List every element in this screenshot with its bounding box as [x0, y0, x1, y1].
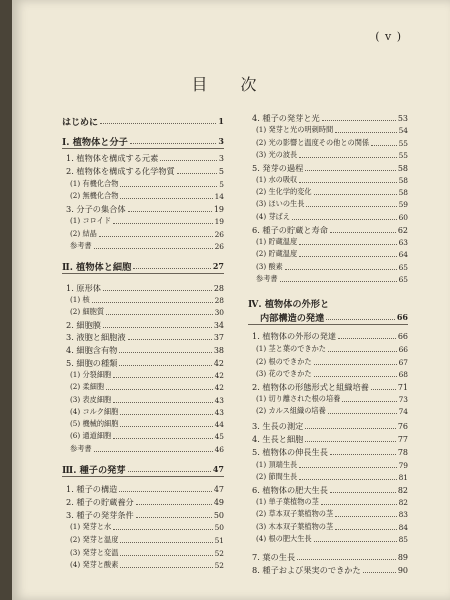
toc-page-number: 47 — [213, 484, 224, 494]
toc-page-number: 52 — [214, 560, 224, 570]
toc-entry-label: 2. 細胞膜 — [66, 319, 101, 330]
toc-entry-label: (1) 分裂細胞 — [70, 370, 112, 379]
toc-entry — [248, 459, 408, 471]
toc-entry — [62, 203, 224, 215]
dot-leader — [330, 492, 396, 493]
toc-entry — [62, 178, 224, 190]
toc-entry-label: はじめに — [62, 117, 99, 127]
toc-entry-label: 4. 種子の発芽と光 — [252, 112, 320, 123]
toc-entry — [248, 186, 408, 198]
toc-page-number: 3 — [218, 153, 224, 163]
toc-page-number: 28 — [213, 283, 224, 293]
toc-entry-label: 8. 種子および果実のできかた — [252, 564, 361, 575]
page-title: 目 次 — [191, 75, 271, 94]
toc-entry — [62, 331, 224, 343]
dot-leader — [297, 559, 396, 560]
toc-entry-label: (1) 水の吸収 — [256, 175, 298, 184]
dot-leader — [371, 389, 396, 390]
toc-entry-label: Ⅰ. 植物体と分子 — [62, 137, 128, 147]
toc-entry-label: (3) ほいの生長 — [256, 199, 305, 208]
dot-leader — [113, 438, 212, 439]
dot-leader — [160, 160, 217, 161]
toc-entry — [248, 381, 408, 393]
dot-leader — [113, 402, 212, 403]
toc-entry-label: Ⅱ. 植物体と細胞 — [62, 262, 132, 272]
toc-entry — [62, 319, 224, 331]
dot-leader — [119, 352, 211, 353]
dot-leader — [292, 219, 397, 220]
toc-page-number: 74 — [398, 406, 408, 416]
toc-page-number: 65 — [398, 262, 408, 272]
toc-page-number: 65 — [398, 274, 408, 284]
toc-entry — [62, 521, 224, 533]
toc-chapter — [248, 297, 408, 309]
dot-leader — [342, 401, 396, 402]
toc-page-number: 89 — [397, 552, 408, 562]
dot-leader — [119, 491, 211, 492]
dot-leader — [371, 145, 397, 146]
dot-leader — [113, 529, 212, 530]
chapter-underline — [62, 273, 224, 274]
toc-page-number: 49 — [213, 497, 224, 507]
toc-entry-label: 2. 植物体の形態形式と組織培養 — [252, 381, 369, 392]
dot-leader — [120, 542, 212, 543]
dot-leader — [133, 268, 211, 269]
toc-entry-label: (3) 花のできかた — [256, 369, 312, 378]
toc-page-number: 82 — [398, 497, 408, 507]
dot-leader — [103, 327, 212, 328]
dot-leader — [299, 244, 396, 245]
toc-entry — [62, 430, 224, 442]
toc-chapter — [62, 135, 224, 147]
toc-entry-label: 5. 発芽の過程 — [252, 162, 304, 173]
toc-page-number: 37 — [213, 332, 224, 342]
toc-page-number: 45 — [214, 431, 224, 441]
toc-entry — [248, 433, 408, 445]
dot-leader — [314, 541, 397, 542]
toc-entry-label: (2) 光の影響と温度その他との関係 — [256, 138, 370, 147]
toc-entry-label: 1. 植物体の外形の発達 — [252, 330, 337, 341]
toc-entry-label: Ⅳ. 植物体の外形と — [248, 299, 330, 309]
toc-entry — [248, 330, 408, 342]
dot-leader — [321, 504, 397, 505]
toc-entry — [62, 509, 224, 521]
toc-page-number: 52 — [214, 548, 224, 558]
toc-page-number: 14 — [214, 191, 224, 201]
dot-leader — [299, 256, 396, 257]
dot-leader — [328, 413, 397, 414]
dot-leader — [136, 517, 212, 518]
toc-entry — [248, 273, 408, 285]
toc-entry — [248, 211, 408, 223]
toc-entry-label: (2) 細胞質 — [70, 307, 105, 316]
toc-entry-label: Ⅲ. 種子の発芽 — [62, 465, 126, 475]
toc-entry — [62, 228, 224, 240]
toc-page-number: 55 — [398, 138, 408, 148]
toc-entry — [62, 215, 224, 227]
toc-entry-label: (1) 頂端生長 — [256, 460, 298, 469]
toc-page-number: 27 — [212, 261, 224, 271]
toc-entry-label: (1) 核 — [70, 295, 90, 304]
toc-page-number: 66 — [396, 312, 408, 322]
toc-page-number: 66 — [397, 331, 408, 341]
dot-leader — [106, 314, 213, 315]
toc-entry-label: (2) 根のできかた — [256, 357, 312, 366]
toc-page-number: 51 — [214, 535, 224, 545]
dot-leader — [299, 182, 396, 183]
toc-entry-label: (3) 木本双子葉植物の茎 — [256, 522, 334, 531]
toc-entry-label: (4) 芽ばえ — [256, 212, 291, 221]
toc-entry — [62, 483, 224, 495]
toc-page-number: 68 — [398, 369, 408, 379]
toc-entry-label: (1) 茎と葉のできかた — [256, 344, 326, 353]
toc-page-number: 76 — [397, 421, 408, 431]
toc-entry — [248, 162, 408, 174]
dot-leader — [128, 211, 212, 212]
dot-leader — [328, 351, 397, 352]
toc-entry-label: (3) 光の波長 — [256, 150, 298, 159]
toc-page-number: 47 — [212, 464, 224, 474]
dot-leader — [330, 232, 396, 233]
toc-chapter — [62, 463, 224, 475]
dot-leader — [113, 223, 213, 224]
toc-entry-label: (1) 発芽と水 — [70, 522, 112, 531]
toc-page-number: 62 — [397, 225, 408, 235]
toc-entry — [248, 224, 408, 236]
toc-page-number: 42 — [213, 358, 224, 368]
toc-entry — [62, 115, 224, 127]
toc-entry — [248, 261, 408, 273]
toc-page-number: 67 — [398, 357, 408, 367]
toc-entry — [248, 137, 408, 149]
dot-leader — [285, 269, 397, 270]
dot-leader — [335, 516, 396, 517]
toc-page-number: 58 — [398, 187, 408, 197]
toc-page-number: 79 — [398, 460, 408, 470]
dot-leader — [120, 414, 212, 415]
toc-entry — [248, 533, 408, 545]
dot-leader — [299, 157, 396, 158]
toc-entry — [62, 418, 224, 430]
toc-page-number: 50 — [213, 510, 224, 520]
dot-leader — [338, 338, 396, 339]
toc-entry — [248, 471, 408, 483]
dot-leader — [177, 173, 217, 174]
dot-leader — [120, 186, 217, 187]
dot-leader — [113, 377, 212, 378]
toc-entry — [248, 551, 408, 563]
dot-leader — [130, 143, 217, 144]
toc-entry — [62, 547, 224, 559]
toc-entry — [62, 534, 224, 546]
toc-entry — [248, 420, 408, 432]
toc-page-number: 19 — [214, 216, 224, 226]
toc-entry-label: 6. 種子の貯蔵と寿命 — [252, 224, 328, 235]
toc-entry-label: (2) 結晶 — [70, 229, 97, 238]
toc-page-number: 84 — [398, 522, 408, 532]
toc-page-number: 59 — [398, 199, 408, 209]
toc-page-number: 34 — [213, 320, 224, 330]
toc-entry-label: (4) 根の肥大生長 — [256, 534, 312, 543]
toc-page-number: 73 — [398, 394, 408, 404]
toc-page-number: 63 — [398, 237, 408, 247]
toc-entry-label: 3. 液胞と細胞液 — [66, 331, 126, 342]
dot-leader — [94, 248, 213, 249]
toc-entry-label: (6) 通道細胞 — [70, 431, 112, 440]
dot-leader — [120, 426, 212, 427]
toc-entry-label: 2. 種子の貯蔵養分 — [66, 496, 134, 507]
toc-page-number: 90 — [397, 565, 408, 575]
toc-chapter — [62, 260, 224, 272]
toc-page-number: 5 — [218, 166, 224, 176]
toc-entry-label: (4) 発芽と酸素 — [70, 560, 119, 569]
dot-leader — [94, 451, 213, 452]
toc-entry-label: 5. 細胞の種類 — [66, 357, 118, 368]
toc-page-number: 42 — [214, 382, 224, 392]
toc-page-number: 54 — [398, 125, 408, 135]
toc-entry — [248, 236, 408, 248]
dot-leader — [314, 376, 397, 377]
chapter-underline — [62, 476, 224, 477]
dot-leader — [128, 471, 211, 472]
toc-entry — [248, 484, 408, 496]
toc-page-number: 30 — [214, 307, 224, 317]
toc-entry — [248, 393, 408, 405]
toc-entry — [62, 381, 224, 393]
dot-leader — [120, 198, 212, 199]
toc-page-number: 58 — [397, 163, 408, 173]
toc-page-number: 83 — [398, 509, 408, 519]
toc-entry-label: (2) 貯蔵温度 — [256, 249, 298, 258]
toc-page-number: 3 — [218, 136, 224, 146]
toc-page-number: 43 — [214, 395, 224, 405]
toc-entry-label: (1) 発芽と光の明刺時間 — [256, 125, 334, 134]
toc-entry-label: (1) 貯蔵温度 — [256, 237, 298, 246]
toc-entry — [62, 190, 224, 202]
chapter-underline — [248, 324, 408, 325]
dot-leader — [305, 428, 395, 429]
toc-entry-label: 参考書 — [256, 274, 278, 283]
toc-entry — [62, 165, 224, 177]
toc-entry — [248, 174, 408, 186]
toc-page-number: 78 — [397, 447, 408, 457]
toc-entry — [62, 394, 224, 406]
dot-leader — [100, 123, 216, 124]
toc-entry-label: (2) 発芽と温度 — [70, 535, 119, 544]
toc-page-number: 42 — [214, 370, 224, 380]
dot-leader — [326, 319, 395, 320]
toc-entry — [248, 521, 408, 533]
toc-page-number: 26 — [214, 229, 224, 239]
toc-page-number: 58 — [398, 175, 408, 185]
toc-entry-label: (3) 酸素 — [256, 262, 283, 271]
dot-leader — [128, 339, 212, 340]
dot-leader — [120, 555, 212, 556]
toc-page-number: 71 — [397, 382, 408, 392]
toc-entry — [62, 294, 224, 306]
toc-page-number: 53 — [397, 113, 408, 123]
dot-leader — [99, 236, 213, 237]
toc-entry-label: (3) 発芽と変温 — [70, 548, 119, 557]
dot-leader — [335, 529, 396, 530]
toc-entry-label: 3. 種子の発芽条件 — [66, 509, 134, 520]
book-page — [12, 0, 450, 600]
toc-page-number: 50 — [214, 522, 224, 532]
toc-entry — [248, 405, 408, 417]
toc-entry-label: 4. 細胞含有物 — [66, 344, 118, 355]
toc-page-number: 55 — [398, 150, 408, 160]
toc-entry-label: 内部構造の発達 — [260, 313, 325, 323]
toc-entry-label: 5. 植物体の伸長生長 — [252, 446, 328, 457]
dot-leader — [280, 281, 397, 282]
toc-entry-label: (2) 節間生長 — [256, 472, 298, 481]
toc-page-number: 38 — [213, 345, 224, 355]
dot-leader — [106, 389, 213, 390]
toc-entry — [62, 559, 224, 571]
toc-page-number: 64 — [398, 249, 408, 259]
toc-page-number: 85 — [398, 534, 408, 544]
toc-entry — [248, 112, 408, 124]
dot-leader — [136, 504, 212, 505]
toc-entry — [62, 357, 224, 369]
toc-entry-label: 1. 植物体を構成する元素 — [66, 152, 159, 163]
toc-entry — [62, 443, 224, 455]
toc-entry — [248, 198, 408, 210]
toc-entry — [248, 124, 408, 136]
toc-entry-label: (3) 表皮細胞 — [70, 395, 112, 404]
toc-entry-label: (5) 機械的細胞 — [70, 419, 119, 428]
toc-entry — [62, 496, 224, 508]
toc-entry — [62, 152, 224, 164]
dot-leader — [92, 302, 213, 303]
toc-entry-label: (2) 草本双子葉植物の茎 — [256, 509, 334, 518]
toc-page-number: 81 — [398, 472, 408, 482]
toc-page-number: 60 — [398, 212, 408, 222]
dot-leader — [120, 567, 212, 568]
toc-entry-label: 3. 生長の測定 — [252, 420, 304, 431]
toc-entry — [248, 149, 408, 161]
toc-entry — [248, 446, 408, 458]
toc-entry-label: 3. 分子の集合体 — [66, 203, 126, 214]
toc-entry-label: 1. 原形体 — [66, 282, 101, 293]
toc-entry-label: (2) 無機化合物 — [70, 191, 119, 200]
toc-page-number: 66 — [398, 344, 408, 354]
dot-leader — [299, 467, 396, 468]
toc-entry — [248, 356, 408, 368]
toc-entry — [62, 240, 224, 252]
toc-entry-label: 7. 葉の生長 — [252, 551, 296, 562]
toc-page-number: 82 — [397, 485, 408, 495]
toc-entry — [248, 248, 408, 260]
page-number: ( v ) — [375, 30, 402, 43]
toc-page-number: 46 — [214, 444, 224, 454]
toc-entry — [248, 368, 408, 380]
dot-leader — [305, 441, 395, 442]
toc-entry-label: (2) カルス組織の培養 — [256, 406, 326, 415]
toc-page-number: 19 — [213, 204, 224, 214]
toc-entry — [248, 564, 408, 576]
toc-page-number: 1 — [218, 116, 224, 126]
toc-entry-label: (1) 切り離された根の培養 — [256, 394, 341, 403]
toc-entry — [62, 406, 224, 418]
dot-leader — [335, 132, 396, 133]
toc-entry — [62, 344, 224, 356]
dot-leader — [330, 454, 396, 455]
dot-leader — [306, 206, 396, 207]
dot-leader — [322, 120, 396, 121]
toc-page-number: 26 — [214, 241, 224, 251]
dot-leader — [103, 290, 212, 291]
dot-leader — [314, 194, 397, 195]
toc-entry — [248, 343, 408, 355]
toc-entry-label: 1. 種子の構造 — [66, 483, 118, 494]
dot-leader — [299, 479, 396, 480]
toc-entry — [62, 282, 224, 294]
toc-entry-label: (1) 単子葉植物の茎 — [256, 497, 319, 506]
toc-entry — [62, 306, 224, 318]
toc-entry — [248, 496, 408, 508]
chapter-underline — [62, 148, 224, 149]
toc-entry-label: 2. 植物体を構成する化学物質 — [66, 165, 175, 176]
toc-page-number: 43 — [214, 407, 224, 417]
toc-entry-label: 参考書 — [70, 444, 92, 453]
toc-page-number: 28 — [214, 295, 224, 305]
toc-entry-label: (1) コロイド — [70, 216, 112, 225]
toc-chapter — [248, 311, 408, 323]
toc-entry — [248, 508, 408, 520]
toc-entry-label: (4) コルク細胞 — [70, 407, 119, 416]
dot-leader — [314, 364, 397, 365]
dot-leader — [305, 170, 395, 171]
toc-entry-label: 参考書 — [70, 241, 92, 250]
toc-entry-label: (1) 有機化合物 — [70, 179, 119, 188]
toc-page-number: 5 — [219, 179, 224, 189]
dot-leader — [119, 365, 211, 366]
toc-entry-label: (2) 柔細胞 — [70, 382, 105, 391]
toc-entry-label: (2) 生化学的変化 — [256, 187, 312, 196]
toc-page-number: 44 — [214, 419, 224, 429]
toc-entry — [62, 369, 224, 381]
toc-page-number: 77 — [397, 434, 408, 444]
dot-leader — [363, 572, 396, 573]
toc-entry-label: 6. 植物体の肥大生長 — [252, 484, 328, 495]
toc-entry-label: 4. 生長と細胞 — [252, 433, 304, 444]
